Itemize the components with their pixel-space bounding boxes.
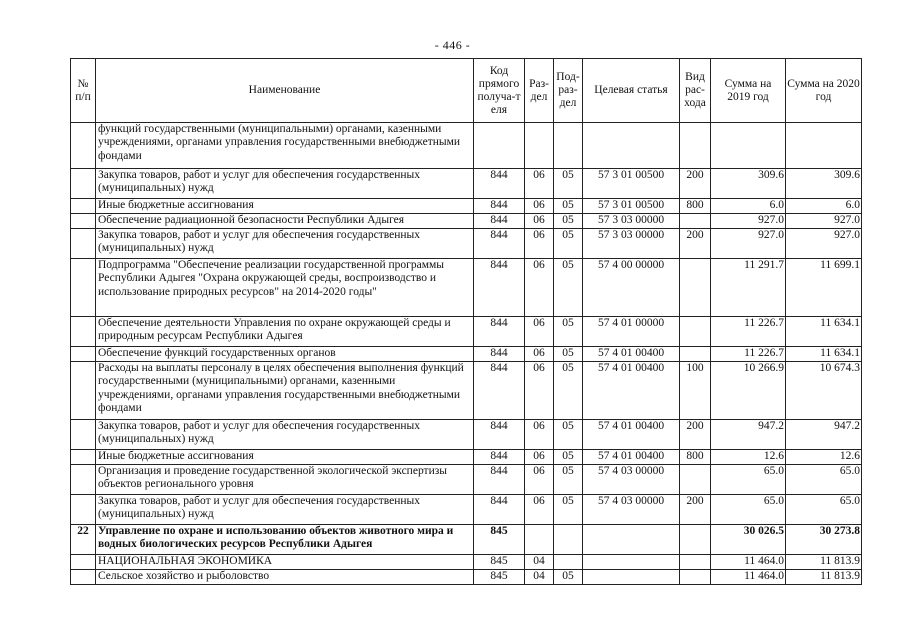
- cell-code: 845: [474, 555, 525, 570]
- cell-expense-type: [680, 347, 711, 362]
- table-row: [71, 450, 862, 465]
- cell-section: [525, 525, 554, 555]
- cell-name: Подпрограмма "Обеспечение реализации государственной программы Республики Адыгея "Охрана окружающей среды, воспроизводство и использование природных ресурсов" на 2014-2020 годы": [96, 259, 474, 317]
- cell-sum-2019: 309.6: [711, 169, 786, 199]
- cell-num: [71, 199, 96, 214]
- cell-code: [474, 123, 525, 169]
- cell-sum-2019: 11 226.7: [711, 347, 786, 362]
- table-row: [71, 229, 862, 259]
- cell-code: 844: [474, 214, 525, 229]
- cell-expense-type: [680, 525, 711, 555]
- cell-sum-2020: 11 699.1: [786, 259, 862, 317]
- table-row: [71, 362, 862, 420]
- cell-expense-type: [680, 570, 711, 585]
- table-row: [71, 420, 862, 450]
- cell-num: [71, 317, 96, 347]
- cell-target: 57 4 03 00000: [583, 465, 680, 495]
- cell-num: [71, 495, 96, 525]
- cell-expense-type: 100: [680, 362, 711, 420]
- cell-num: 22: [71, 525, 96, 555]
- cell-name: Закупка товаров, работ и услуг для обеспечения государственных (муниципальных) нужд: [96, 229, 474, 259]
- cell-subsection: 05: [554, 259, 583, 317]
- cell-expense-type: 200: [680, 229, 711, 259]
- cell-subsection: 05: [554, 347, 583, 362]
- cell-num: [71, 420, 96, 450]
- cell-expense-type: 200: [680, 169, 711, 199]
- cell-section: 06: [525, 317, 554, 347]
- cell-subsection: [554, 123, 583, 169]
- cell-subsection: 05: [554, 450, 583, 465]
- cell-section: 06: [525, 214, 554, 229]
- table-row: [71, 214, 862, 229]
- cell-sum-2020: 927.0: [786, 229, 862, 259]
- cell-sum-2019: [711, 123, 786, 169]
- cell-name: Организация и проведение государственной экологической экспертизы объектов регионального уровня: [96, 465, 474, 495]
- cell-target: 57 4 03 00000: [583, 495, 680, 525]
- table-row: [71, 495, 862, 525]
- cell-name: функций государственными (муниципальными) органами, казенными учреждениями, органами управления государственными внебюджетными фондами: [96, 123, 474, 169]
- cell-sum-2020: 11 813.9: [786, 555, 862, 570]
- page-number: - 446 -: [434, 38, 471, 52]
- cell-expense-type: 800: [680, 199, 711, 214]
- cell-code: 844: [474, 495, 525, 525]
- cell-expense-type: [680, 555, 711, 570]
- table-header-row: [71, 59, 862, 123]
- cell-section: 06: [525, 450, 554, 465]
- cell-target: 57 4 01 00000: [583, 317, 680, 347]
- cell-subsection: 05: [554, 214, 583, 229]
- cell-sum-2019: 927.0: [711, 229, 786, 259]
- cell-sum-2019: 10 266.9: [711, 362, 786, 420]
- cell-sum-2019: 65.0: [711, 495, 786, 525]
- cell-num: [71, 347, 96, 362]
- header-sum-2020: Сумма на 2020 год: [786, 59, 862, 123]
- cell-subsection: 05: [554, 465, 583, 495]
- table-row: [71, 525, 862, 555]
- budget-table: [70, 58, 862, 585]
- cell-section: 06: [525, 362, 554, 420]
- cell-code: 845: [474, 525, 525, 555]
- table-row: [71, 317, 862, 347]
- table-row: [71, 123, 862, 169]
- cell-section: 04: [525, 570, 554, 585]
- cell-name: Иные бюджетные ассигнования: [96, 450, 474, 465]
- cell-sum-2020: 12.6: [786, 450, 862, 465]
- cell-name: Управление по охране и использованию объектов животного мира и водных биологических ресурсов Республики Адыгея: [96, 525, 474, 555]
- cell-sum-2019: 11 291.7: [711, 259, 786, 317]
- table-row: [71, 555, 862, 570]
- cell-name: НАЦИОНАЛЬНАЯ ЭКОНОМИКА: [96, 555, 474, 570]
- cell-subsection: 05: [554, 362, 583, 420]
- cell-expense-type: [680, 123, 711, 169]
- cell-sum-2019: 11 464.0: [711, 570, 786, 585]
- cell-code: 844: [474, 169, 525, 199]
- header-target: Целевая статья: [583, 59, 680, 123]
- cell-sum-2020: 65.0: [786, 465, 862, 495]
- cell-sum-2020: 927.0: [786, 214, 862, 229]
- cell-subsection: 05: [554, 495, 583, 525]
- cell-sum-2019: 30 026.5: [711, 525, 786, 555]
- cell-num: [71, 229, 96, 259]
- table-row: [71, 169, 862, 199]
- cell-code: 844: [474, 362, 525, 420]
- cell-num: [71, 450, 96, 465]
- cell-code: 844: [474, 199, 525, 214]
- cell-num: [71, 259, 96, 317]
- cell-subsection: 05: [554, 169, 583, 199]
- cell-expense-type: 200: [680, 495, 711, 525]
- cell-num: [71, 555, 96, 570]
- cell-target: [583, 123, 680, 169]
- cell-name: Расходы на выплаты персоналу в целях обеспечения выполнения функций государственными (муниципальными) органами, казенными учреждениями, органами управления государственными внебюджетными фондами: [96, 362, 474, 420]
- cell-code: 844: [474, 465, 525, 495]
- cell-name: Обеспечение функций государственных органов: [96, 347, 474, 362]
- cell-num: [71, 362, 96, 420]
- cell-name: Иные бюджетные ассигнования: [96, 199, 474, 214]
- cell-target: 57 4 01 00400: [583, 362, 680, 420]
- header-num: № п/п: [71, 59, 96, 123]
- cell-subsection: 05: [554, 317, 583, 347]
- cell-target: 57 4 01 00400: [583, 450, 680, 465]
- cell-num: [71, 570, 96, 585]
- cell-expense-type: [680, 317, 711, 347]
- cell-section: 06: [525, 420, 554, 450]
- cell-code: 844: [474, 450, 525, 465]
- cell-target: 57 3 03 00000: [583, 214, 680, 229]
- cell-subsection: 05: [554, 420, 583, 450]
- cell-sum-2020: 30 273.8: [786, 525, 862, 555]
- cell-sum-2019: 927.0: [711, 214, 786, 229]
- cell-code: 844: [474, 317, 525, 347]
- cell-target: [583, 570, 680, 585]
- cell-section: 06: [525, 495, 554, 525]
- cell-expense-type: 200: [680, 420, 711, 450]
- cell-subsection: 05: [554, 570, 583, 585]
- cell-name: Сельское хозяйство и рыболовство: [96, 570, 474, 585]
- cell-subsection: [554, 555, 583, 570]
- cell-num: [71, 169, 96, 199]
- cell-expense-type: 800: [680, 450, 711, 465]
- cell-target: [583, 555, 680, 570]
- cell-code: 844: [474, 229, 525, 259]
- cell-sum-2019: 65.0: [711, 465, 786, 495]
- cell-name: Закупка товаров, работ и услуг для обеспечения государственных (муниципальных) нужд: [96, 420, 474, 450]
- cell-sum-2019: 947.2: [711, 420, 786, 450]
- cell-section: 06: [525, 259, 554, 317]
- cell-sum-2019: 12.6: [711, 450, 786, 465]
- cell-sum-2020: 309.6: [786, 169, 862, 199]
- table-row: [71, 347, 862, 362]
- cell-sum-2020: 10 674.3: [786, 362, 862, 420]
- cell-expense-type: [680, 214, 711, 229]
- cell-sum-2019: 11 226.7: [711, 317, 786, 347]
- header-subsection: Под- раз- дел: [554, 59, 583, 123]
- cell-sum-2020: 11 634.1: [786, 347, 862, 362]
- header-sum-2019: Сумма на 2019 год: [711, 59, 786, 123]
- cell-subsection: 05: [554, 229, 583, 259]
- cell-target: 57 3 03 00000: [583, 229, 680, 259]
- cell-target: 57 3 01 00500: [583, 199, 680, 214]
- cell-sum-2020: [786, 123, 862, 169]
- cell-target: 57 3 01 00500: [583, 169, 680, 199]
- cell-sum-2019: 6.0: [711, 199, 786, 214]
- table-body: [71, 123, 862, 585]
- header-name: Наименование: [96, 59, 474, 123]
- table-row: [71, 570, 862, 585]
- cell-section: 06: [525, 229, 554, 259]
- cell-section: [525, 123, 554, 169]
- cell-sum-2019: 11 464.0: [711, 555, 786, 570]
- cell-name: Закупка товаров, работ и услуг для обеспечения государственных (муниципальных) нужд: [96, 495, 474, 525]
- table-row: [71, 465, 862, 495]
- cell-sum-2020: 11 634.1: [786, 317, 862, 347]
- cell-sum-2020: 11 813.9: [786, 570, 862, 585]
- cell-name: Обеспечение радиационной безопасности Республики Адыгея: [96, 214, 474, 229]
- cell-name: Закупка товаров, работ и услуг для обеспечения государственных (муниципальных) нужд: [96, 169, 474, 199]
- cell-name: Обеспечение деятельности Управления по охране окружающей среды и природным ресурсам Республики Адыгея: [96, 317, 474, 347]
- cell-target: 57 4 01 00400: [583, 420, 680, 450]
- cell-code: 844: [474, 420, 525, 450]
- cell-num: [71, 123, 96, 169]
- cell-code: 844: [474, 259, 525, 317]
- cell-section: 04: [525, 555, 554, 570]
- cell-sum-2020: 6.0: [786, 199, 862, 214]
- table-row: [71, 259, 862, 317]
- cell-num: [71, 465, 96, 495]
- cell-subsection: 05: [554, 199, 583, 214]
- cell-target: 57 4 01 00400: [583, 347, 680, 362]
- cell-section: 06: [525, 199, 554, 214]
- cell-sum-2020: 947.2: [786, 420, 862, 450]
- cell-code: 845: [474, 570, 525, 585]
- cell-expense-type: [680, 259, 711, 317]
- cell-subsection: [554, 525, 583, 555]
- cell-section: 06: [525, 169, 554, 199]
- header-code: Код прямого получа-т еля: [474, 59, 525, 123]
- cell-section: 06: [525, 465, 554, 495]
- cell-num: [71, 214, 96, 229]
- cell-target: 57 4 00 00000: [583, 259, 680, 317]
- cell-code: 844: [474, 347, 525, 362]
- cell-sum-2020: 65.0: [786, 495, 862, 525]
- cell-section: 06: [525, 347, 554, 362]
- header-expense-type: Вид рас- хода: [680, 59, 711, 123]
- cell-target: [583, 525, 680, 555]
- table-row: [71, 199, 862, 214]
- cell-expense-type: [680, 465, 711, 495]
- header-section: Раз- дел: [525, 59, 554, 123]
